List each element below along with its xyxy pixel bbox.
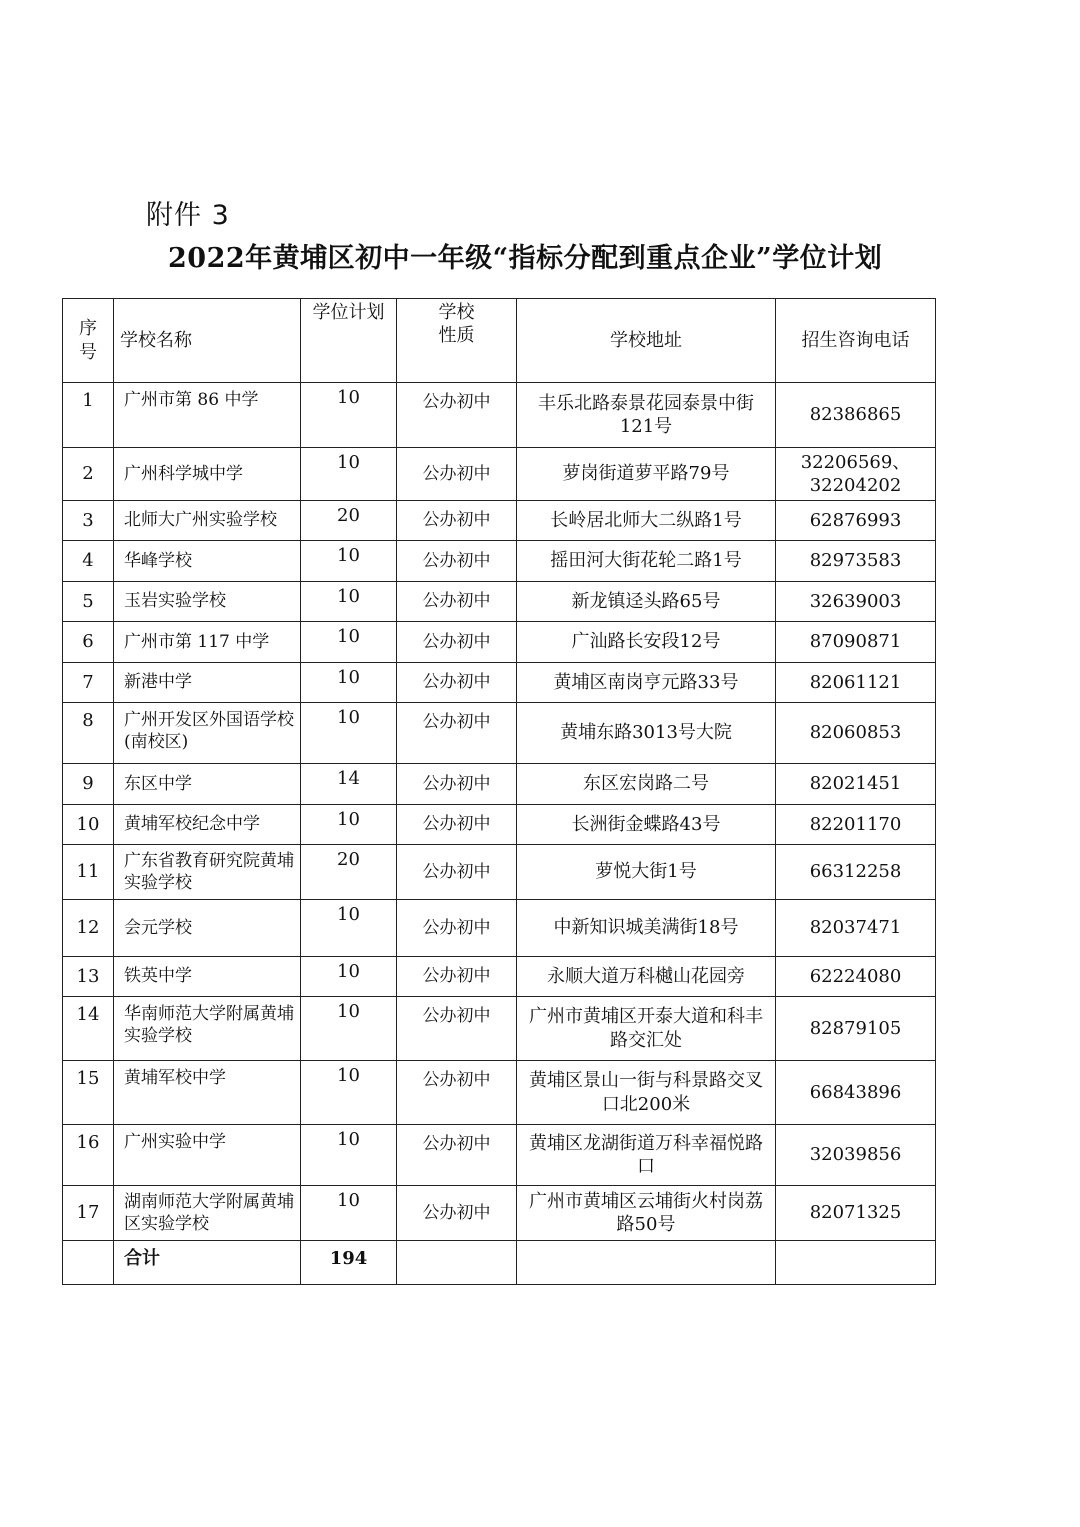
table-row [63, 703, 936, 764]
plan-count: 10 [301, 1186, 397, 1241]
school-address: 长岭居北师大二纵路1号 [517, 501, 776, 541]
school-address: 广汕路长安段12号 [517, 622, 776, 663]
row-index: 13 [63, 957, 114, 997]
school-nature: 公办初中 [397, 703, 517, 764]
plan-count: 10 [301, 1061, 397, 1125]
school-name: 广州科学城中学 [114, 448, 301, 501]
table-row [63, 622, 936, 663]
school-address: 黄埔区南岗亨元路33号 [517, 663, 776, 703]
table-row [63, 957, 936, 997]
total-index-cell [63, 1241, 114, 1285]
header-address: 学校地址 [517, 299, 776, 383]
school-name: 广州开发区外国语学校(南校区) [114, 703, 301, 764]
table-row [63, 845, 936, 900]
plan-count: 10 [301, 703, 397, 764]
school-nature: 公办初中 [397, 900, 517, 957]
document-title: 2022年黄埔区初中一年级“指标分配到重点企业”学位计划 [168, 243, 883, 274]
row-index: 1 [63, 383, 114, 448]
plan-count: 20 [301, 501, 397, 541]
row-index: 17 [63, 1186, 114, 1241]
table-row [63, 383, 936, 448]
row-index: 6 [63, 622, 114, 663]
table-row [63, 582, 936, 622]
school-name: 玉岩实验学校 [114, 582, 301, 622]
row-index: 15 [63, 1061, 114, 1125]
attachment-label: 附件 3 [146, 200, 230, 231]
phone-number: 32206569、32204202 [776, 448, 936, 501]
school-address: 摇田河大街花轮二路1号 [517, 541, 776, 582]
table-row [63, 501, 936, 541]
school-address: 黄埔区景山一街与科景路交叉口北200米 [517, 1061, 776, 1125]
school-nature: 公办初中 [397, 622, 517, 663]
table-row [63, 900, 936, 957]
plan-count: 10 [301, 1125, 397, 1186]
school-name: 铁英中学 [114, 957, 301, 997]
header-nature: 学校性质 [397, 299, 517, 383]
school-address: 新龙镇迳头路65号 [517, 582, 776, 622]
school-address: 萝岗街道萝平路79号 [517, 448, 776, 501]
school-nature: 公办初中 [397, 383, 517, 448]
school-name: 新港中学 [114, 663, 301, 703]
plan-count: 10 [301, 997, 397, 1061]
school-nature: 公办初中 [397, 1125, 517, 1186]
table-row [63, 448, 936, 501]
school-name: 广州实验中学 [114, 1125, 301, 1186]
school-address: 黄埔区龙湖街道万科幸福悦路口 [517, 1125, 776, 1186]
school-name: 广东省教育研究院黄埔实验学校 [114, 845, 301, 900]
phone-number: 82061121 [776, 663, 936, 703]
school-name: 华峰学校 [114, 541, 301, 582]
school-nature: 公办初中 [397, 1061, 517, 1125]
plan-count: 10 [301, 622, 397, 663]
school-address: 永顺大道万科樾山花园旁 [517, 957, 776, 997]
table-row [63, 805, 936, 845]
phone-number: 82973583 [776, 541, 936, 582]
phone-number: 82071325 [776, 1186, 936, 1241]
row-index: 12 [63, 900, 114, 957]
header-school: 学校名称 [114, 299, 301, 383]
plan-count: 10 [301, 541, 397, 582]
phone-number: 66312258 [776, 845, 936, 900]
school-nature: 公办初中 [397, 997, 517, 1061]
phone-number: 82060853 [776, 703, 936, 764]
row-index: 5 [63, 582, 114, 622]
school-address: 东区宏岗路二号 [517, 764, 776, 805]
phone-number: 82021451 [776, 764, 936, 805]
row-index: 8 [63, 703, 114, 764]
table-row [63, 663, 936, 703]
row-index: 9 [63, 764, 114, 805]
phone-number: 87090871 [776, 622, 936, 663]
school-address: 广州市黄埔区开泰大道和科丰路交汇处 [517, 997, 776, 1061]
school-nature: 公办初中 [397, 805, 517, 845]
table-row [63, 1125, 936, 1186]
plan-count: 20 [301, 845, 397, 900]
total-label: 合计 [114, 1241, 301, 1285]
school-address: 黄埔东路3013号大院 [517, 703, 776, 764]
school-name: 会元学校 [114, 900, 301, 957]
phone-number: 82037471 [776, 900, 936, 957]
school-name: 广州市第 86 中学 [114, 383, 301, 448]
plan-count: 10 [301, 582, 397, 622]
table-row [63, 764, 936, 805]
school-nature: 公办初中 [397, 1186, 517, 1241]
phone-number: 66843896 [776, 1061, 936, 1125]
school-address: 中新知识城美满街18号 [517, 900, 776, 957]
school-name: 黄埔军校中学 [114, 1061, 301, 1125]
row-index: 4 [63, 541, 114, 582]
row-index: 10 [63, 805, 114, 845]
plan-count: 10 [301, 957, 397, 997]
plan-count: 10 [301, 663, 397, 703]
total-value: 194 [301, 1241, 397, 1285]
school-name: 华南师范大学附属黄埔实验学校 [114, 997, 301, 1061]
school-address: 长洲街金蝶路43号 [517, 805, 776, 845]
school-name: 东区中学 [114, 764, 301, 805]
row-index: 14 [63, 997, 114, 1061]
phone-number: 82879105 [776, 997, 936, 1061]
total-phone-cell [776, 1241, 936, 1285]
plan-count: 10 [301, 900, 397, 957]
school-name: 湖南师范大学附属黄埔区实验学校 [114, 1186, 301, 1241]
school-name: 北师大广州实验学校 [114, 501, 301, 541]
phone-number: 62876993 [776, 501, 936, 541]
school-address: 广州市黄埔区云埔街火村岗荔路50号 [517, 1186, 776, 1241]
row-index: 2 [63, 448, 114, 501]
school-name: 黄埔军校纪念中学 [114, 805, 301, 845]
table-row [63, 1061, 936, 1125]
school-nature: 公办初中 [397, 582, 517, 622]
school-nature: 公办初中 [397, 845, 517, 900]
school-name: 广州市第 117 中学 [114, 622, 301, 663]
phone-number: 32639003 [776, 582, 936, 622]
school-nature: 公办初中 [397, 764, 517, 805]
row-index: 7 [63, 663, 114, 703]
plan-count: 10 [301, 383, 397, 448]
plan-count: 10 [301, 448, 397, 501]
phone-number: 32039856 [776, 1125, 936, 1186]
total-address-cell [517, 1241, 776, 1285]
school-nature: 公办初中 [397, 957, 517, 997]
school-address: 丰乐北路泰景花园泰景中街121号 [517, 383, 776, 448]
table-row [63, 997, 936, 1061]
school-nature: 公办初中 [397, 501, 517, 541]
school-nature: 公办初中 [397, 663, 517, 703]
plan-count: 14 [301, 764, 397, 805]
phone-number: 62224080 [776, 957, 936, 997]
row-index: 16 [63, 1125, 114, 1186]
school-nature: 公办初中 [397, 541, 517, 582]
phone-number: 82201170 [776, 805, 936, 845]
row-index: 11 [63, 845, 114, 900]
school-nature: 公办初中 [397, 448, 517, 501]
table-row [63, 541, 936, 582]
plan-count: 10 [301, 805, 397, 845]
table-row [63, 1186, 936, 1241]
header-plan: 学位计划 [301, 299, 397, 383]
header-index: 序号 [63, 299, 114, 383]
total-row [63, 1241, 936, 1285]
row-index: 3 [63, 501, 114, 541]
header-row [63, 299, 936, 383]
school-address: 萝悦大街1号 [517, 845, 776, 900]
school-plan-table [62, 298, 936, 1285]
phone-number: 82386865 [776, 383, 936, 448]
header-phone: 招生咨询电话 [776, 299, 936, 383]
total-nature-cell [397, 1241, 517, 1285]
